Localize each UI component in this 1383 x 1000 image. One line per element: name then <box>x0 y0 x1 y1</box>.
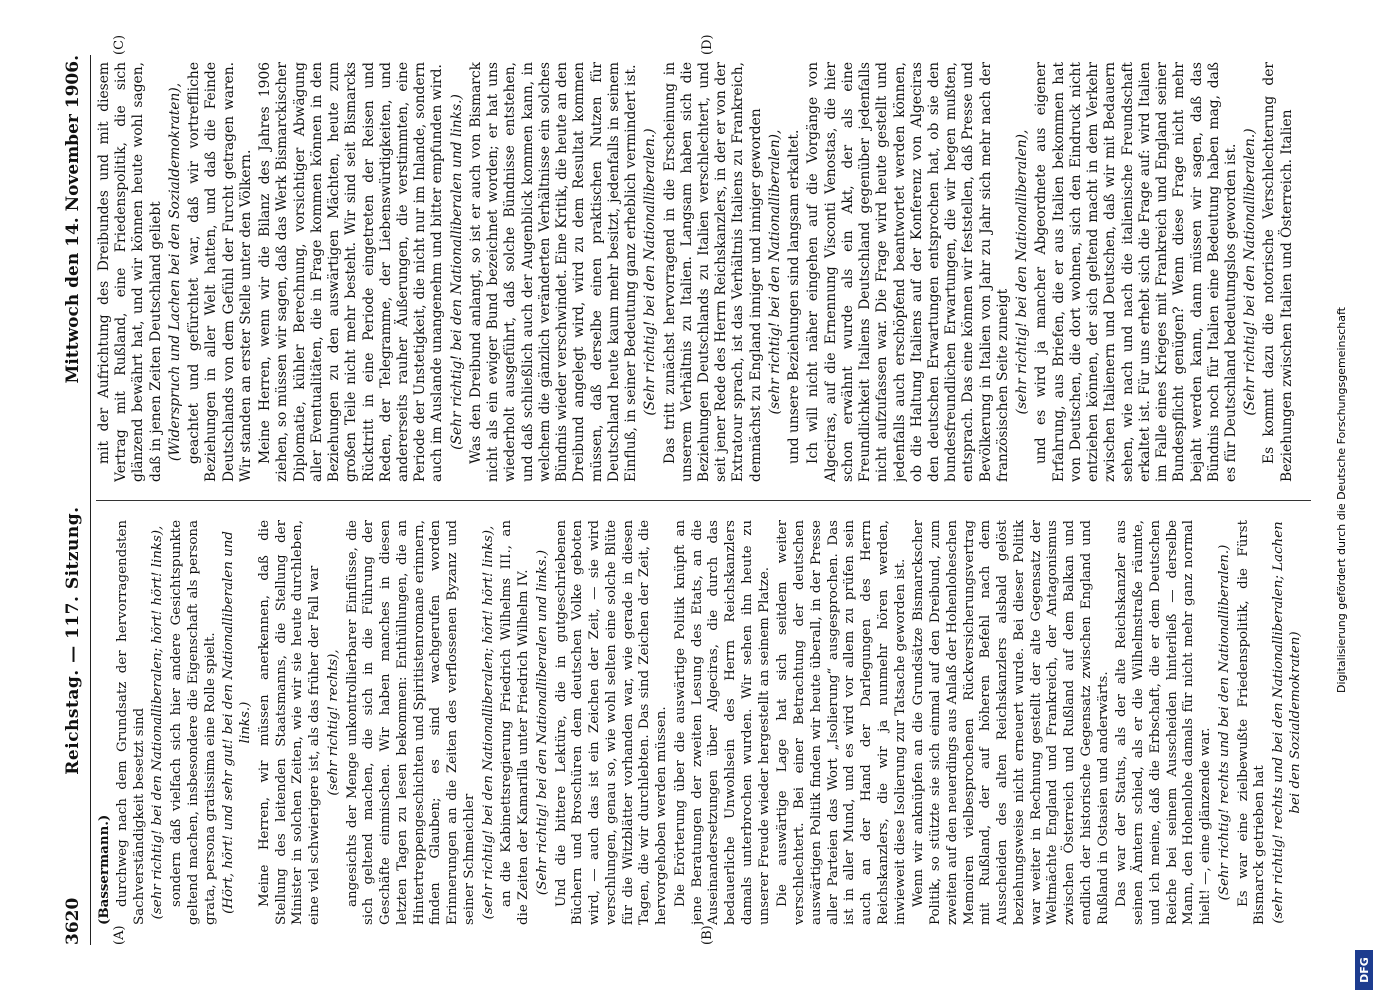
paragraph: Die Erörterung über die auswärtige Politik knüpft an jene Beratungen der zweiten Lesung des Etats, an die Auseinandersetzungen über Algeciras, die durch das bedauerliche Unwohlsein des Herrn Reichskanzlers damals unterbrochen wurden. Wir sehen ihn heute zu unserer Freude wieder hergestellt an seinem Platze. <box>672 520 772 925</box>
interjection: (Sehr richtig! bei den Nationalliberalen und links.) <box>448 94 465 450</box>
paragraph: durchweg nach dem Grundsatz der hervorragendsten Sachverständigkeit besetzt sind <box>114 520 147 925</box>
interjection: (sehr richtig! bei den Nationalliberalen), <box>1014 129 1031 415</box>
margin-marker-c: (C) <box>112 34 127 55</box>
paragraph: Was den Dreibund anlangt, so ist er auch von Bismarck nicht als ein ewiger Bund bezeichnet worden; er hat uns wiederholt ausgeführt, daß solche Bündnisse entstehen, und daß schließlich auch der Augenblick kommen kann, in welchem die gänzlich veränderten Verhältnisse ein solches Bündnis wieder verschwindet. Eine Kritik, die heute an den Dreibund angelegt wird, wird zu dem Resultat kommen müssen, daß derselbe einen praktischen Nutzen für Deutschland heute kaum mehr besitzt, jedenfalls in seinem Einfluß, in seiner Bedeutung ganz erheblich vermindert ist. <box>467 62 640 482</box>
session-title: Reichstag. — 117. Sitzung. <box>63 506 83 775</box>
interjection: (sehr richtig! bei den Nationalliberalen), <box>766 129 783 415</box>
page-header <box>58 55 88 945</box>
paragraph: mit der Aufrichtung des Dreibundes und mit diesem Vertrag mit Rußland, eine Friedenspolitik, die sich glänzend bewährt hat, und wir können heute wohl sagen, daß in jenen Zeiten Deutschland geliebt <box>96 62 164 482</box>
speaker-name: (Bassermann.) <box>96 814 112 925</box>
paragraph: und unsere Beziehungen sind langsam erkaltet. <box>786 129 803 464</box>
margin-marker-a: (A) <box>112 925 127 945</box>
paragraph: Es war eine zielbewußte Friedenspolitik, die Fürst Bismarck getrieben hat <box>1235 520 1268 925</box>
margin-marker-d: (D) <box>700 34 715 55</box>
paragraph: Wenn wir anknüpfen an die Grundsätze Bismarckscher Politik, so stützte sie sich einmal auf den Dreibund, zum zweiten auf den neuerdings aus Anlaß der Hohenloheschen Memoiren vielbesprochenen Rückversicherungsvertrag mit Rußland, der auf höheren Befehl nach dem Ausscheiden des alten Reichskanzlers alsbald gelöst beziehungsweise nicht erneuert wurde. Bei dieser Politik war weiter in Rechnung gestellt der alte Gegensatz der Weltmächte England und Frankreich, der Antagonismus zwischen Österreich und Rußland auf dem Balkan und endlich der historische Gegensatz zwischen England und Rußland in Ostasien und anderwärts. <box>911 520 1111 925</box>
interjection: (Sehr richtig! bei den Nationalliberalen und links.) <box>534 549 550 896</box>
paragraph: und es wird ja mancher Abgeordnete aus eigener Erfahrung, aus Briefen, die er aus Italien bekommen hat von Deutschen, die dort wohnen, sich den Eindruck nicht entziehen können, der sich geltend macht in dem Verkehr zwischen Italienern und Deutschen, daß wir mit Bedauern sehen, wie nach und nach die italienische Freundschaft erkaltet ist. Für uns erhebt sich die Frage auf: wird Italien im Falle eines Krieges mit Frankreich und England seiner Bundespflicht genügen? Wenn diese Frage nicht mehr bejaht werden kann, dann müssen wir sagen, daß das Bündnis noch für Italien eine Bedeutung haben mag, daß es für Deutschland bedeutungslos geworden ist. <box>1033 62 1239 482</box>
session-date: Mittwoch den 14. November 1906. <box>63 55 83 384</box>
page-number: 3620 <box>63 897 83 945</box>
left-text-column <box>96 520 1311 925</box>
interjection: (Widerspruch und Lachen bei den Sozialdemokraten), <box>166 82 183 462</box>
paragraph: Die auswärtige Lage hat sich seitdem weiter verschlechtert. Bei einer Betrachtung der deutschen auswärtigen Politik finden wir heute überall, in der Presse aller Parteien das Wort „Isolierung“ ausgesprochen. Das ist in aller Mund, und es wird vor allem zu prüfen sein auch an der Hand der Darlegungen des Herrn Reichskanzlers, die wir ja nunmehr hören werden, inwieweit diese Isolierung zur Tatsache geworden ist. <box>775 520 908 925</box>
paragraph: angesichts der Menge unkontrollierbarer Einflüsse, die sich geltend machen, die sich in die Führung der Geschäfte einmischen. Wir haben manches in diesen letzten Tagen zu lesen bekommen: Enthüllungen, die an Hintertreppengeschichten und Spiritistenromane erinnern, finden Glauben; es sind wachgerufen worden Erinnerungen an die Zeiten des verflossenen Byzanz und seiner Schmeichler <box>344 520 477 925</box>
interjection: (Hört, hört! und sehr gut! bei den Nationalliberalen und links.) <box>221 531 253 914</box>
paragraph: Meine Herren, wenn wir die Bilanz des Jahres 1906 ziehen, so müssen wir sagen, daß das Werk Bismarckischer Diplomatie, kühler Berechnung, vorsichtiger Abwägung aller Eventualitäten, die in Frage kommen können in den Beziehungen zu den auswärtigen Mächten, heute zum großen Teile nicht mehr besteht. Wir sind seit Bismarcks Rücktritt in eine Periode eingetreten der Reisen und Reden, der Telegramme, der Liebenswürdigkeiten, und andererseits rauher Äußerungen, die verstimmten, eine Periode der Unstetigkeit, die nicht nur im Inlande, sondern auch im Auslande unangenehm und bitter empfunden wird. <box>257 62 446 482</box>
header-rule <box>90 55 91 945</box>
paragraph: geachtet und gefürchtet war, daß wir vortreffliche Beziehungen in aller Welt hatten, und daß die Feinde Deutschlands von dem Gefühl der Furcht getragen waren. Wir standen an erster Stelle unter den Völkern. <box>186 62 254 482</box>
paragraph: an die Kabinettsregierung Friedrich Wilhelms III., an die Zeiten der Kamarilla unter Friedrich Wilhelm IV. <box>499 520 531 925</box>
paragraph: Es kommt dazu die notorische Verschlechterung der Beziehungen zwischen Italien und Österreich. Italien <box>1261 62 1295 482</box>
interjection: (Sehr richtig! bei den Nationalliberalen.) <box>1242 128 1259 416</box>
dfg-logo: DFG <box>1355 950 1373 990</box>
digitization-credit: Digitalisierung gefördert durch die Deutsche Forschungsgemeinschaft <box>1335 307 1348 693</box>
interjection: (sehr richtig! rechts), <box>325 649 341 796</box>
paragraph: Und die bittere Lektüre, die in gutgeschriebenen Büchern und Broschüren dem deutschen Volke geboten wird, — auch das ist ein Zeichen der Zeit, — sie wird verschlungen, genau so, wie wohl selten eine solche Blüte für die Witzblätter vorhanden war, wie gerade in diesen Tagen, die wir durchlebten. Das sind Zeichen der Zeit, die hervorgehoben werden müssen. <box>553 520 669 925</box>
paragraph: Meine Herren, wir müssen anerkennen, daß die Stellung des leitenden Staatsmanns, die Stellung der Minister in solchen Zeiten, wie wir sie heute durchleben, eine viel schwierigere ist, als das früher der Fall war <box>256 520 322 925</box>
margin-marker-b: (B) <box>700 925 715 945</box>
interjection: (sehr richtig! bei den Nationalliberalen; hört! hört! links), <box>480 525 496 920</box>
interjection: (sehr richtig! bei den Nationalliberalen; hört! hört! links), <box>150 525 166 920</box>
paragraph: Ich will nicht näher eingehen auf die Vorgänge von Algeciras, auf die Ernennung Visconti Venostas, die hier schon erwähnt wurde als ein Akt, der als eine Freundlichkeit Italiens Deutschland gegenüber jedenfalls nicht aufzufassen war. Die Frage wird heute gestellt und jedenfalls auch erschöpfend beantwortet werden können, ob die Haltung Italiens auf der Konferenz von Algeciras den deutschen Erwartungen entsprochen hat, ob sie den bundesfreundlichen Erwartungen, die wir hegen mußten, entsprach. Das eine können wir feststellen, daß Presse und Bevölkerung in Italien von Jahr zu Jahr sich mehr nach der französischen Seite zuneigt <box>805 62 1011 482</box>
right-text-column <box>96 62 1311 482</box>
column-divider <box>96 500 1311 501</box>
interjection: (Sehr richtig! rechts und bei den Nationalliberalen.) <box>1216 544 1232 901</box>
interjection: (Sehr richtig! bei den Nationalliberalen.) <box>642 128 659 416</box>
paragraph: Das tritt zunächst hervorragend in die Erscheinung in unserem Verhältnis zu Italien. Langsam haben sich die Beziehungen Deutschlands zu Italien verschlechtert, und seit jener Rede des Herrn Reichskanzlers, in der er von der Extratour sprach, ist das Verhältnis Italiens zu Frankreich, demnächst zu England inniger und inniger geworden <box>661 62 764 482</box>
paragraph: Das war der Status, als der alte Reichskanzler aus seinen Ämtern schied, als er die Wilhelmstraße räumte, und ich meine, daß die Erbschaft, die er dem Deutschen Reiche bei seinem Ausscheiden hinterließ — derselbe Mann, den Hohenlohe damals für nicht mehr ganz normal hielt! —, eine glänzende war. <box>1114 520 1213 925</box>
interjection: (sehr richtig! rechts und bei den Nationalliberalen; Lachen bei den Sozialdemokraten) <box>1271 521 1303 924</box>
paragraph: sondern daß vielfach sich hier andere Gesichtspunkte geltend machen, insbesondere die Eigenschaft als persona grata, persona gratissima eine Rolle spielt. <box>169 520 218 925</box>
